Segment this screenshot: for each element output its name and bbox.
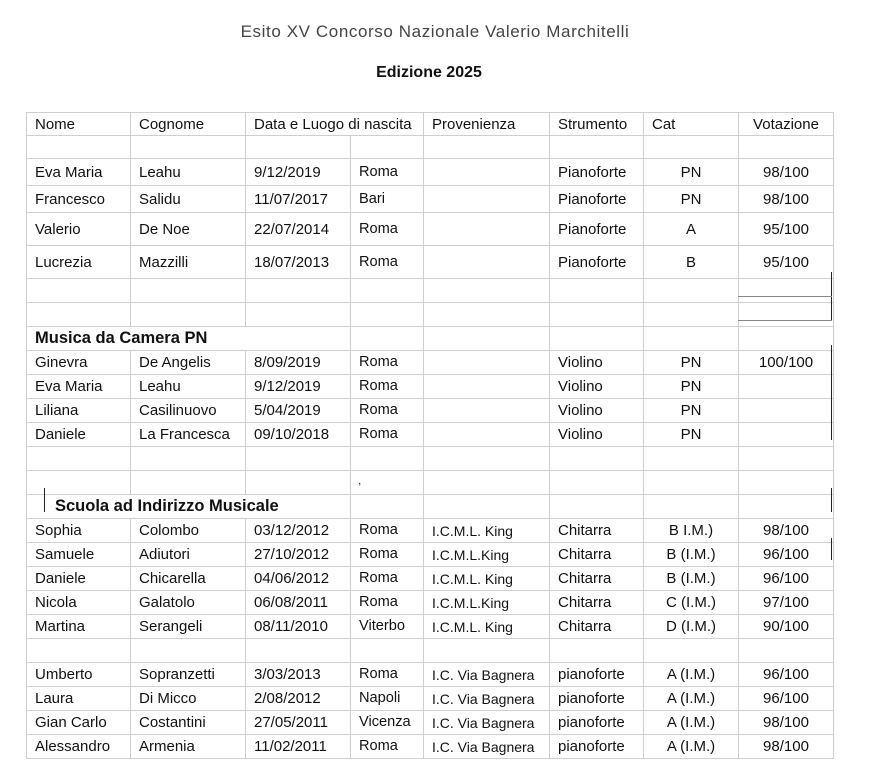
- border-fragment: [738, 296, 832, 297]
- cell-cognome: Serangeli: [131, 615, 246, 639]
- empty-cell: [27, 303, 131, 327]
- empty-cell: [131, 471, 246, 495]
- empty-cell: [550, 639, 644, 663]
- cell-provenienza: I.C.M.L. King: [424, 615, 550, 639]
- cell-luogo-nascita: Roma: [351, 213, 424, 246]
- cell-votazione: 98/100: [739, 159, 834, 186]
- cell-luogo-nascita: Bari: [351, 186, 424, 213]
- cell-luogo-nascita: Napoli: [351, 687, 424, 711]
- empty-cell: [550, 495, 644, 519]
- cell-categoria: PN: [644, 375, 739, 399]
- results-table: [26, 112, 834, 759]
- cell-provenienza: I.C.M.L. King: [424, 519, 550, 543]
- cell-strumento: Chitarra: [550, 543, 644, 567]
- empty-cell: [644, 327, 739, 351]
- empty-cell: [644, 303, 739, 327]
- empty-cell: [246, 471, 351, 495]
- cell-nome: Sophia: [27, 519, 131, 543]
- cell-nome: Liliana: [27, 399, 131, 423]
- cell-data-nascita: 08/11/2010: [246, 615, 351, 639]
- empty-cell: [644, 279, 739, 303]
- cell-votazione: 95/100: [739, 246, 834, 279]
- cell-provenienza: [424, 375, 550, 399]
- empty-cell: [27, 136, 131, 159]
- empty-cell: [351, 136, 424, 159]
- empty-cell: [351, 303, 424, 327]
- table-row: [27, 375, 834, 399]
- table-row: [27, 663, 834, 687]
- cell-data-nascita: 03/12/2012: [246, 519, 351, 543]
- cell-nome: Laura: [27, 687, 131, 711]
- cell-data-nascita: 06/08/2011: [246, 591, 351, 615]
- cell-strumento: pianoforte: [550, 735, 644, 759]
- cell-cognome: La Francesca: [131, 423, 246, 447]
- cell-provenienza: [424, 423, 550, 447]
- cell-provenienza: [424, 159, 550, 186]
- cell-nome: Eva Maria: [27, 375, 131, 399]
- cell-cognome: Leahu: [131, 159, 246, 186]
- empty-row: [27, 303, 834, 327]
- cell-strumento: Chitarra: [550, 567, 644, 591]
- cell-cognome: Armenia: [131, 735, 246, 759]
- cell-categoria: A (I.M.): [644, 711, 739, 735]
- cell-strumento: Violino: [550, 351, 644, 375]
- cell-data-nascita: 11/02/2011: [246, 735, 351, 759]
- cell-strumento: pianoforte: [550, 687, 644, 711]
- cell-categoria: PN: [644, 399, 739, 423]
- cell-cognome: De Noe: [131, 213, 246, 246]
- cell-votazione: [739, 399, 834, 423]
- cell-data-nascita: 11/07/2017: [246, 186, 351, 213]
- cell-cognome: Chicarella: [131, 567, 246, 591]
- empty-cell: [424, 495, 550, 519]
- cell-data-nascita: 04/06/2012: [246, 567, 351, 591]
- empty-cell: [739, 136, 834, 159]
- column-header-strumento: Strumento: [550, 113, 644, 136]
- border-fragment: [738, 320, 832, 321]
- stray-tick-mark: ,: [358, 473, 362, 487]
- cell-votazione: [739, 375, 834, 399]
- cell-votazione: [739, 423, 834, 447]
- empty-cell: [131, 136, 246, 159]
- table-row: [27, 735, 834, 759]
- empty-cell: [424, 303, 550, 327]
- empty-cell: [424, 279, 550, 303]
- cell-cognome: Mazzilli: [131, 246, 246, 279]
- cell-strumento: pianoforte: [550, 663, 644, 687]
- empty-cell: [644, 471, 739, 495]
- table-row: [27, 711, 834, 735]
- cell-votazione: 96/100: [739, 543, 834, 567]
- cell-nome: Lucrezia: [27, 246, 131, 279]
- cell-votazione: 96/100: [739, 687, 834, 711]
- cell-provenienza: [424, 246, 550, 279]
- cell-strumento: Pianoforte: [550, 246, 644, 279]
- cell-luogo-nascita: Roma: [351, 663, 424, 687]
- section-heading-row: [27, 495, 834, 519]
- empty-cell: [739, 327, 834, 351]
- empty-cell: [424, 327, 550, 351]
- table-row: [27, 213, 834, 246]
- cell-nome: Ginevra: [27, 351, 131, 375]
- empty-cell: [131, 639, 246, 663]
- section-heading: Scuola ad Indirizzo Musicale: [27, 495, 351, 519]
- cell-luogo-nascita: Vicenza: [351, 711, 424, 735]
- cell-luogo-nascita: Roma: [351, 399, 424, 423]
- cell-provenienza: I.C.M.L. King: [424, 567, 550, 591]
- empty-cell: [550, 279, 644, 303]
- edition-subtitle: Edizione 2025: [376, 64, 482, 81]
- cell-categoria: C (I.M.): [644, 591, 739, 615]
- cell-nome: Francesco: [27, 186, 131, 213]
- cell-luogo-nascita: Roma: [351, 543, 424, 567]
- cell-categoria: PN: [644, 423, 739, 447]
- cell-votazione: 98/100: [739, 519, 834, 543]
- empty-row: [27, 639, 834, 663]
- cell-strumento: Pianoforte: [550, 186, 644, 213]
- empty-cell: [131, 279, 246, 303]
- cell-cognome: Salidu: [131, 186, 246, 213]
- empty-cell: [739, 279, 834, 303]
- empty-cell: [424, 136, 550, 159]
- border-fragment: [831, 538, 832, 560]
- cell-provenienza: [424, 213, 550, 246]
- cell-data-nascita: 22/07/2014: [246, 213, 351, 246]
- table-row: [27, 351, 834, 375]
- cell-luogo-nascita: Roma: [351, 246, 424, 279]
- cell-strumento: Chitarra: [550, 519, 644, 543]
- cell-luogo-nascita: Roma: [351, 519, 424, 543]
- empty-cell: [550, 136, 644, 159]
- cell-provenienza: I.C. Via Bagnera: [424, 735, 550, 759]
- cell-nome: Gian Carlo: [27, 711, 131, 735]
- cell-data-nascita: 8/09/2019: [246, 351, 351, 375]
- cell-strumento: Violino: [550, 423, 644, 447]
- cell-data-nascita: 3/03/2013: [246, 663, 351, 687]
- table-row: [27, 591, 834, 615]
- cell-provenienza: I.C.M.L.King: [424, 591, 550, 615]
- empty-cell: [351, 471, 424, 495]
- cell-votazione: 97/100: [739, 591, 834, 615]
- cell-cognome: Sopranzetti: [131, 663, 246, 687]
- column-header-votazione: Votazione: [739, 113, 834, 136]
- cell-strumento: Violino: [550, 399, 644, 423]
- cell-nome: Alessandro: [27, 735, 131, 759]
- table-row: [27, 543, 834, 567]
- table-row: [27, 186, 834, 213]
- cell-votazione: 90/100: [739, 615, 834, 639]
- cell-categoria: A (I.M.): [644, 687, 739, 711]
- empty-cell: [246, 279, 351, 303]
- cell-data-nascita: 18/07/2013: [246, 246, 351, 279]
- cell-luogo-nascita: Roma: [351, 351, 424, 375]
- cell-categoria: B I.M.): [644, 519, 739, 543]
- cell-categoria: A: [644, 213, 739, 246]
- cell-votazione: 98/100: [739, 735, 834, 759]
- empty-cell: [424, 471, 550, 495]
- empty-cell: [644, 447, 739, 471]
- cell-nome: Eva Maria: [27, 159, 131, 186]
- border-fragment: [44, 488, 45, 512]
- cell-cognome: De Angelis: [131, 351, 246, 375]
- cell-provenienza: I.C. Via Bagnera: [424, 687, 550, 711]
- column-header-nome: Nome: [27, 113, 131, 136]
- cell-votazione: 100/100: [739, 351, 834, 375]
- cell-nome: Daniele: [27, 567, 131, 591]
- cell-strumento: pianoforte: [550, 711, 644, 735]
- header-row: [27, 113, 834, 136]
- column-header-cognome: Cognome: [131, 113, 246, 136]
- empty-cell: [246, 136, 351, 159]
- empty-cell: [351, 639, 424, 663]
- empty-cell: [246, 639, 351, 663]
- empty-cell: [550, 303, 644, 327]
- cell-provenienza: [424, 351, 550, 375]
- empty-cell: [131, 303, 246, 327]
- column-header-data-nascita: Data e Luogo di nascita: [246, 113, 424, 136]
- cell-strumento: Pianoforte: [550, 159, 644, 186]
- empty-row: [27, 447, 834, 471]
- cell-cognome: Di Micco: [131, 687, 246, 711]
- section-heading-row: [27, 327, 834, 351]
- cell-luogo-nascita: Roma: [351, 567, 424, 591]
- empty-cell: [27, 279, 131, 303]
- cell-categoria: D (I.M.): [644, 615, 739, 639]
- cell-luogo-nascita: Roma: [351, 159, 424, 186]
- cell-categoria: A (I.M.): [644, 735, 739, 759]
- empty-cell: [27, 639, 131, 663]
- table-row: [27, 423, 834, 447]
- empty-cell: [351, 327, 424, 351]
- empty-cell: [351, 495, 424, 519]
- cell-categoria: B (I.M.): [644, 567, 739, 591]
- empty-cell: [644, 639, 739, 663]
- empty-cell: [550, 471, 644, 495]
- cell-data-nascita: 2/08/2012: [246, 687, 351, 711]
- empty-cell: [550, 327, 644, 351]
- cell-strumento: Pianoforte: [550, 213, 644, 246]
- empty-cell: [739, 471, 834, 495]
- cell-data-nascita: 9/12/2019: [246, 159, 351, 186]
- empty-cell: [644, 136, 739, 159]
- cell-provenienza: I.C. Via Bagnera: [424, 663, 550, 687]
- cell-cognome: Colombo: [131, 519, 246, 543]
- empty-cell: [739, 303, 834, 327]
- results-table-body: [27, 113, 834, 759]
- cell-votazione: 95/100: [739, 213, 834, 246]
- empty-cell: [739, 639, 834, 663]
- cell-provenienza: [424, 399, 550, 423]
- table-row: [27, 246, 834, 279]
- empty-cell: [351, 447, 424, 471]
- empty-cell: [644, 495, 739, 519]
- cell-cognome: Casilinuovo: [131, 399, 246, 423]
- cell-cognome: Leahu: [131, 375, 246, 399]
- empty-cell: [131, 447, 246, 471]
- empty-cell: [27, 447, 131, 471]
- empty-row: [27, 471, 834, 495]
- table-row: [27, 567, 834, 591]
- cell-categoria: PN: [644, 186, 739, 213]
- empty-cell: [351, 279, 424, 303]
- cell-provenienza: I.C.M.L.King: [424, 543, 550, 567]
- border-fragment: [831, 488, 832, 512]
- cell-data-nascita: 9/12/2019: [246, 375, 351, 399]
- column-header-provenienza: Provenienza: [424, 113, 550, 136]
- table-row: [27, 159, 834, 186]
- cell-nome: Daniele: [27, 423, 131, 447]
- cell-provenienza: I.C. Via Bagnera: [424, 711, 550, 735]
- cell-categoria: PN: [644, 351, 739, 375]
- cell-votazione: 96/100: [739, 567, 834, 591]
- empty-cell: [246, 447, 351, 471]
- cell-categoria: B (I.M.): [644, 543, 739, 567]
- empty-cell: [246, 303, 351, 327]
- cell-strumento: Chitarra: [550, 591, 644, 615]
- cell-categoria: B: [644, 246, 739, 279]
- cell-nome: Martina: [27, 615, 131, 639]
- cell-luogo-nascita: Roma: [351, 375, 424, 399]
- empty-cell: [739, 447, 834, 471]
- table-row: [27, 399, 834, 423]
- cell-data-nascita: 27/05/2011: [246, 711, 351, 735]
- cell-data-nascita: 5/04/2019: [246, 399, 351, 423]
- border-fragment: [831, 345, 832, 440]
- document-title: Esito XV Concorso Nazionale Valerio Marchitelli: [240, 22, 630, 41]
- column-header-categoria: Cat: [644, 113, 739, 136]
- cell-nome: Valerio: [27, 213, 131, 246]
- cell-strumento: Violino: [550, 375, 644, 399]
- cell-luogo-nascita: Roma: [351, 735, 424, 759]
- section-heading: Musica da Camera PN: [27, 327, 351, 351]
- empty-cell: [424, 639, 550, 663]
- cell-provenienza: [424, 186, 550, 213]
- empty-cell: [27, 471, 131, 495]
- cell-categoria: A (I.M.): [644, 663, 739, 687]
- cell-luogo-nascita: Viterbo: [351, 615, 424, 639]
- cell-luogo-nascita: Roma: [351, 423, 424, 447]
- empty-cell: [424, 447, 550, 471]
- cell-votazione: 96/100: [739, 663, 834, 687]
- cell-nome: Umberto: [27, 663, 131, 687]
- empty-cell: [739, 495, 834, 519]
- cell-nome: Samuele: [27, 543, 131, 567]
- table-row: [27, 519, 834, 543]
- cell-cognome: Galatolo: [131, 591, 246, 615]
- empty-row: [27, 136, 834, 159]
- cell-data-nascita: 27/10/2012: [246, 543, 351, 567]
- cell-luogo-nascita: Roma: [351, 591, 424, 615]
- cell-cognome: Adiutori: [131, 543, 246, 567]
- cell-cognome: Costantini: [131, 711, 246, 735]
- cell-votazione: 98/100: [739, 711, 834, 735]
- table-row: [27, 615, 834, 639]
- empty-cell: [550, 447, 644, 471]
- table-row: [27, 687, 834, 711]
- cell-data-nascita: 09/10/2018: [246, 423, 351, 447]
- cell-nome: Nicola: [27, 591, 131, 615]
- cell-categoria: PN: [644, 159, 739, 186]
- empty-row: [27, 279, 834, 303]
- cell-strumento: Chitarra: [550, 615, 644, 639]
- cell-votazione: 98/100: [739, 186, 834, 213]
